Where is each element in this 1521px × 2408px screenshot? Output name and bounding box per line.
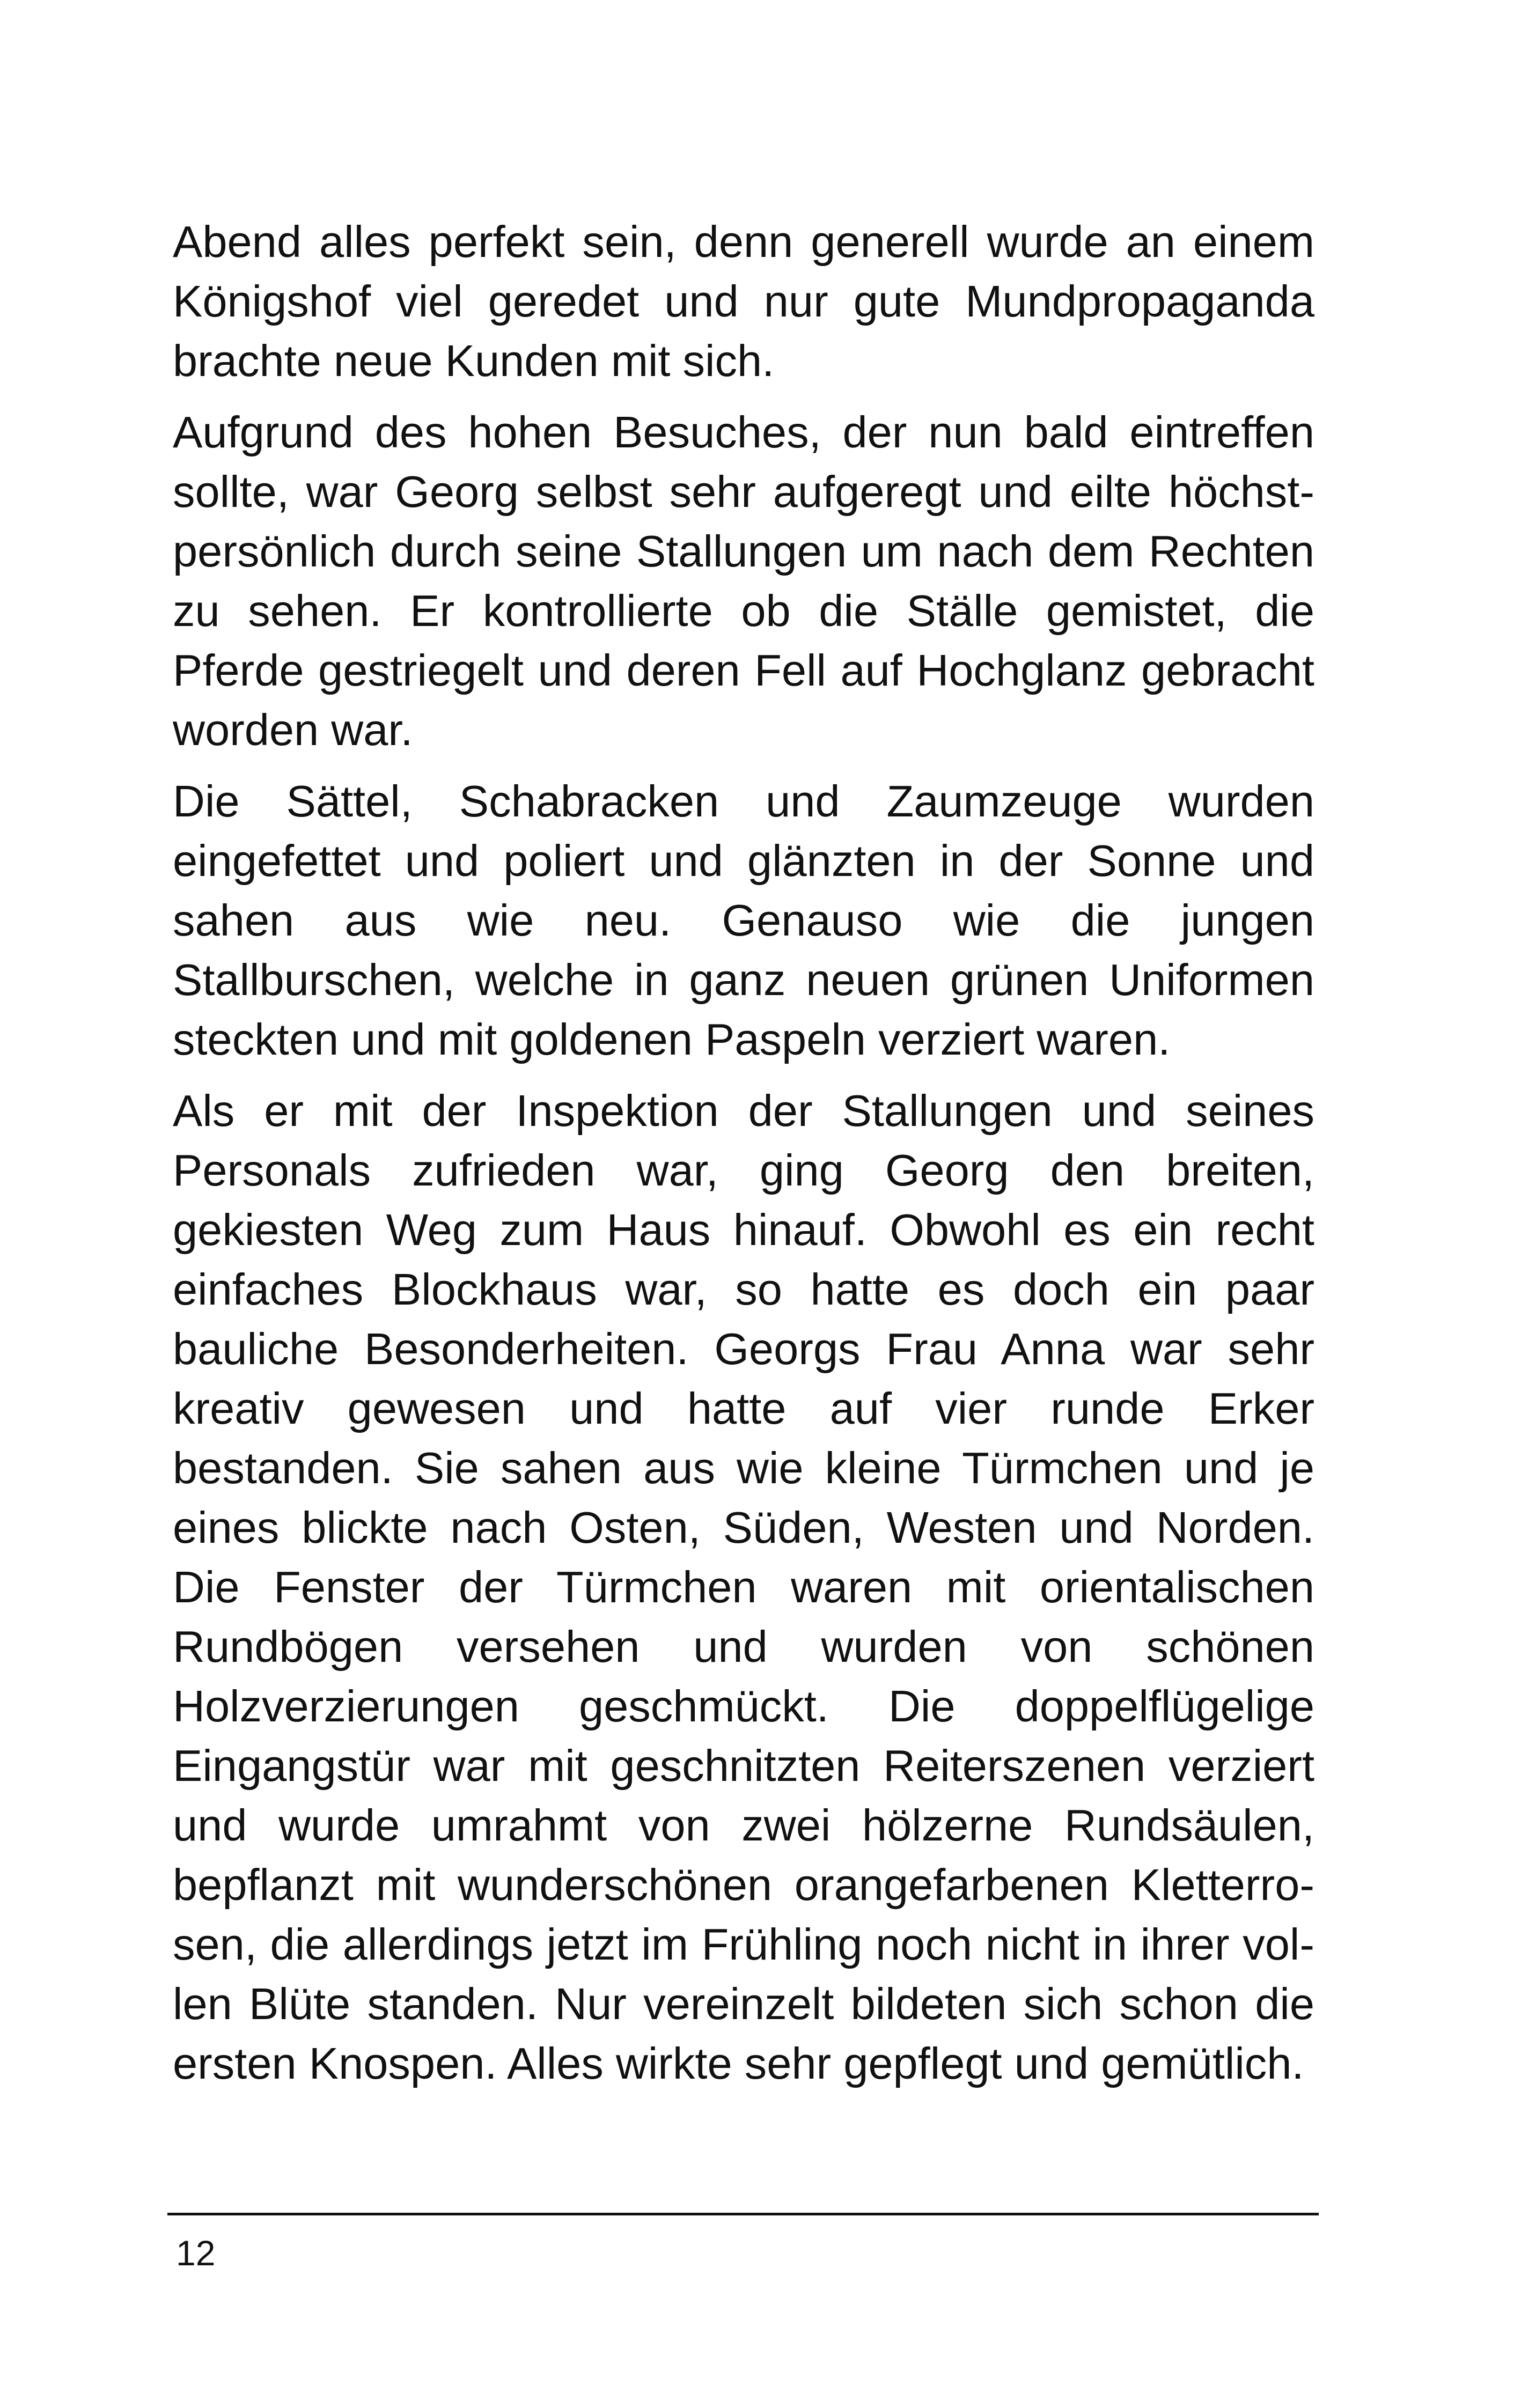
page-number: 12 [176, 2233, 216, 2273]
paragraph: Abend alles perfekt sein, denn generell wurde an einem Königshof viel geredet und nur gute Mundpropaganda brachte neue Kunden mit sich. [173, 217, 1314, 386]
paragraph: Als er mit der Inspektion der Stallungen und seines Personals zufrieden war, ging Georg den breiten, gekiesten Weg zum Haus hinauf. Obwohl es ein recht einfaches Blockhaus war, so hatte es doch ein paar bauliche Besonderheiten. Georgs Frau Anna war sehr kreativ gewesen und hatte auf vier runde Erker bestanden. Sie sahen aus wie kleine Türmchen und je eines blickte nach Osten, Süden, Westen und Norden. Die Fenster der Türmchen waren mit orientalischen Rundbögen versehen und wurden von schönen Holzverzierungen geschmückt. Die doppelflügelige Eingangstür war mit geschnitzten Reiterszenen verziert und wurde umrahmt von zwei hölzerne Rundsäulen, bepflanzt mit wunderschönen orangefarbenen Kletterrosen, die allerdings jetzt im Frühling noch nicht in ihrer vollen Blüte standen. Nur vereinzelt bildeten sich schon die ersten Knospen. Alles wirkte sehr gepflegt und gemütlich. [173, 1086, 1314, 2088]
paragraph: Die Sättel, Schabracken und Zaumzeuge wurden eingefettet und poliert und glänzten in der Sonne und sahen aus wie neu. Genauso wie die jungen Stallburschen, welche in ganz neuen grünen Uniformen steckten und mit goldenen Paspeln verziert waren. [173, 776, 1314, 1064]
paragraph: Aufgrund des hohen Besuches, der nun bald eintreffen sollte, war Georg selbst sehr aufgeregt und eilte höchstpersönlich durch seine Stallungen um nach dem Rechten zu sehen. Er kontrollierte ob die Ställe gemistet, die Pferde gestriegelt und deren Fell auf Hochglanz gebracht worden war. [173, 407, 1314, 755]
body-text [173, 212, 1314, 2105]
footer-divider [167, 2213, 1319, 2215]
